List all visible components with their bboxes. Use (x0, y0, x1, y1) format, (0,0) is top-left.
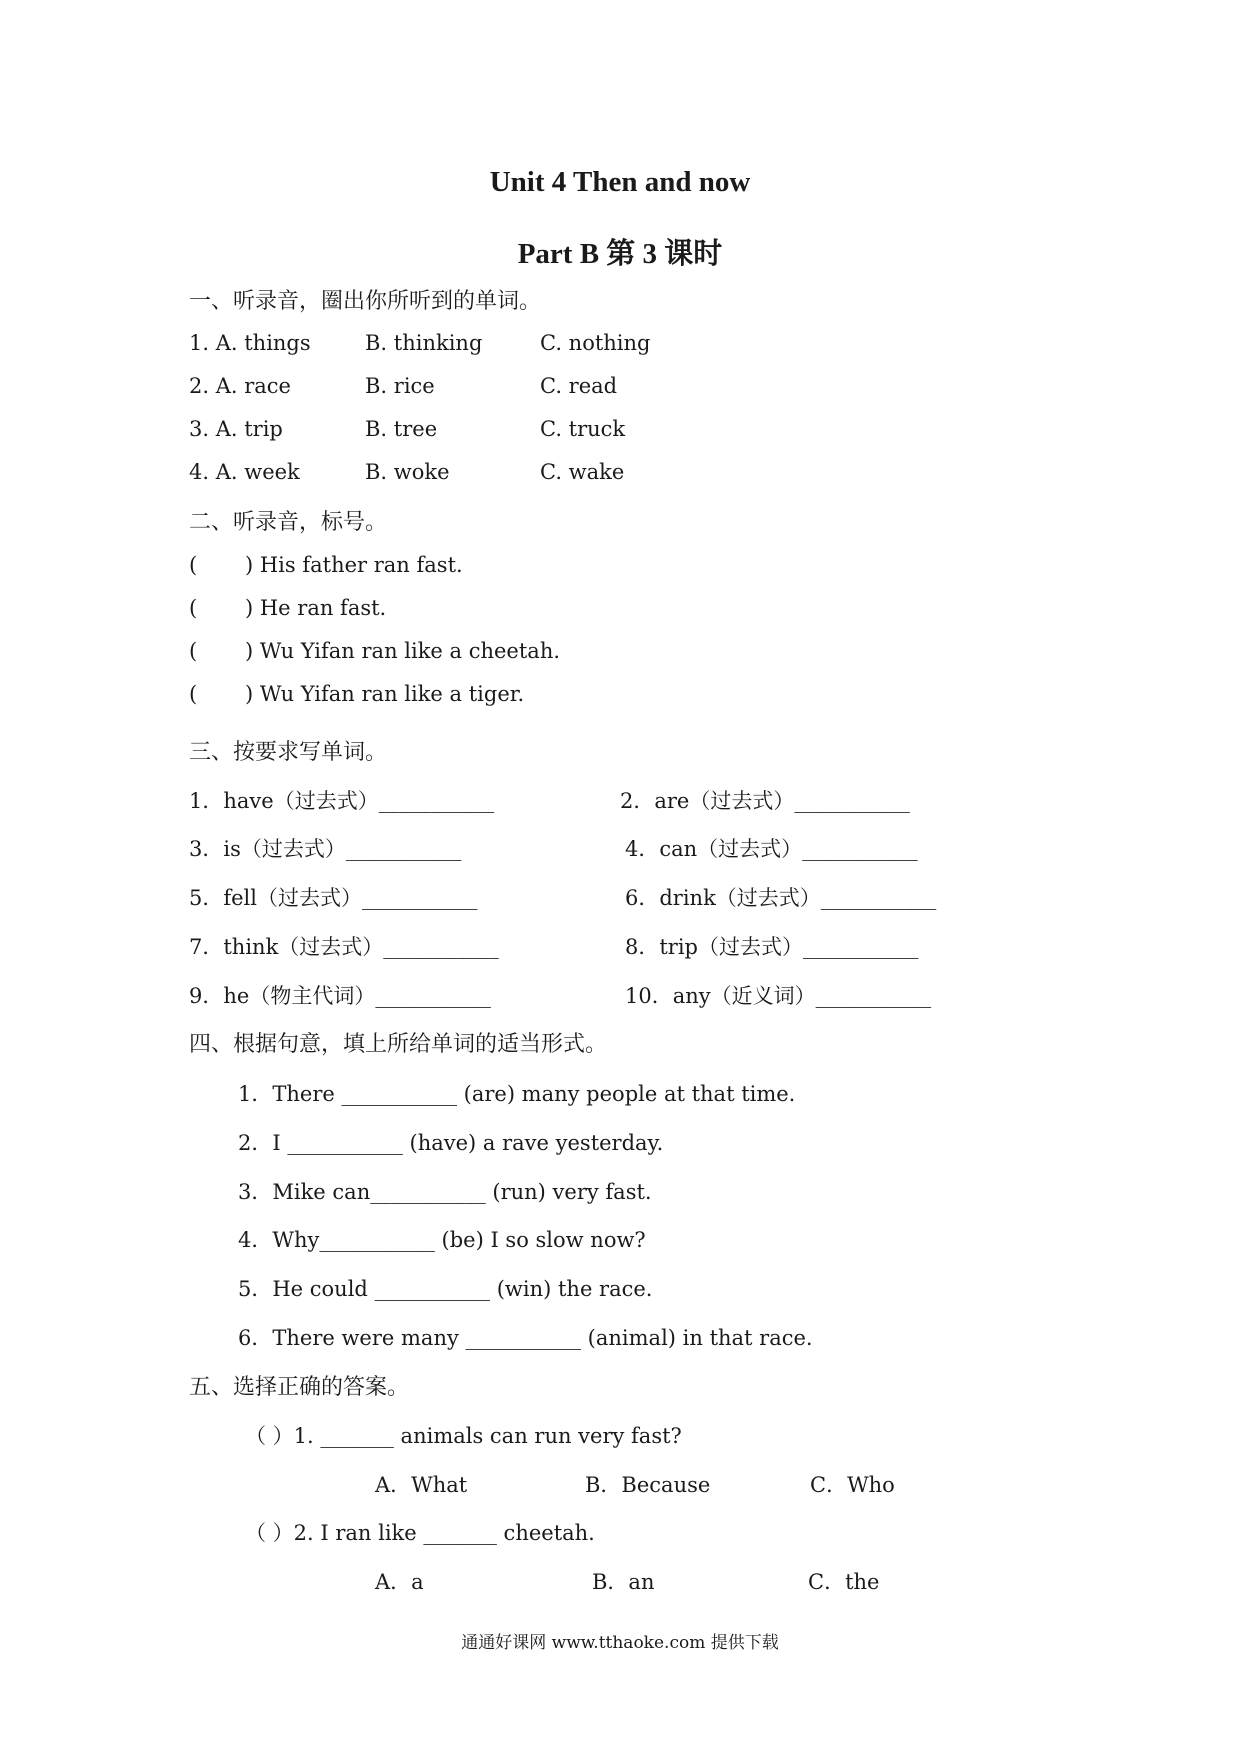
s4-item-2: 2．I ___________ (have) a rave yesterday. (238, 1131, 664, 1155)
page-subtitle: Part B 第 3 课时 (517, 238, 723, 270)
s2-item-4-text: ) Wu Yifan ran like a tiger. (245, 682, 525, 706)
s1-row-4-a: 4. A. week (189, 460, 300, 484)
s1-row-1-a: 1. A. things (189, 331, 311, 355)
s1-row-3-c: C. truck (540, 417, 626, 441)
s3-row-2-right: 4．can（过去式）___________ (625, 837, 918, 861)
page-title: Unit 4 Then and now (489, 166, 751, 198)
section-1-heading: 一、听录音，圈出你所听到的单词。 (189, 289, 542, 314)
s3-row-1-left: 1．have（过去式）___________ (189, 789, 495, 813)
s4-item-3: 3．Mike can___________ (run) very fast. (238, 1180, 652, 1204)
s4-item-1: 1．There ___________ (are) many people at that time. (238, 1082, 796, 1106)
section-5-heading: 五、选择正确的答案。 (189, 1375, 410, 1400)
s5-q1-option-c: C．Who (810, 1473, 895, 1497)
s1-row-2-a: 2. A. race (189, 374, 291, 398)
s3-row-1-right: 2．are（过去式）___________ (620, 789, 910, 813)
s1-row-3-a: 3. A. trip (189, 417, 283, 441)
s3-row-5-left: 9．he（物主代词）___________ (189, 984, 491, 1008)
s1-row-3-b: B. tree (365, 417, 438, 441)
s5-q1-option-b: B．Because (585, 1473, 711, 1497)
s1-row-2-b: B. rice (365, 374, 435, 398)
s2-item-4-paren: ( (189, 682, 198, 706)
s1-row-4-c: C. wake (540, 460, 625, 484)
section-3-heading: 三、按要求写单词。 (189, 740, 388, 765)
s3-row-4-right: 8．trip（过去式）___________ (625, 935, 919, 959)
s5-q2-option-b: B．an (592, 1570, 655, 1594)
s3-row-3-left: 5．fell（过去式）___________ (189, 886, 478, 910)
s5-q1-option-a: A．What (375, 1473, 468, 1497)
s2-item-2-text: ) He ran fast. (245, 596, 387, 620)
s1-row-1-c: C. nothing (540, 331, 651, 355)
s2-item-2-paren: ( (189, 596, 198, 620)
s5-q2-option-a: A．a (375, 1570, 424, 1594)
s2-item-3-paren: ( (189, 639, 198, 663)
section-2-heading: 二、听录音，标号。 (189, 510, 388, 535)
s4-item-5: 5．He could ___________ (win) the race. (238, 1277, 653, 1301)
s2-item-1-paren: ( (189, 553, 198, 577)
s5-q2-option-c: C．the (808, 1570, 880, 1594)
s3-row-4-left: 7．think（过去式）___________ (189, 935, 499, 959)
s2-item-1-text: ) His father ran fast. (245, 553, 463, 577)
s3-row-5-right: 10．any（近义词）___________ (625, 984, 932, 1008)
s1-row-4-b: B. woke (365, 460, 450, 484)
section-4-heading: 四、根据句意，填上所给单词的适当形式。 (189, 1032, 608, 1057)
s5-question-1: （ ）1. _______ animals can run very fast? (245, 1424, 682, 1448)
s3-row-3-right: 6．drink（过去式）___________ (625, 886, 937, 910)
s3-row-2-left: 3．is（过去式）___________ (189, 837, 462, 861)
s1-row-1-b: B. thinking (365, 331, 483, 355)
s4-item-4: 4．Why___________ (be) I so slow now? (238, 1228, 646, 1252)
s5-question-2: （ ）2. I ran like _______ cheetah. (245, 1521, 595, 1545)
page-footer: 通通好课网 www.tthaoke.com 提供下载 (461, 1633, 779, 1653)
s2-item-3-text: ) Wu Yifan ran like a cheetah. (245, 639, 561, 663)
s4-item-6: 6．There were many ___________ (animal) in that race. (238, 1326, 813, 1350)
s1-row-2-c: C. read (540, 374, 618, 398)
